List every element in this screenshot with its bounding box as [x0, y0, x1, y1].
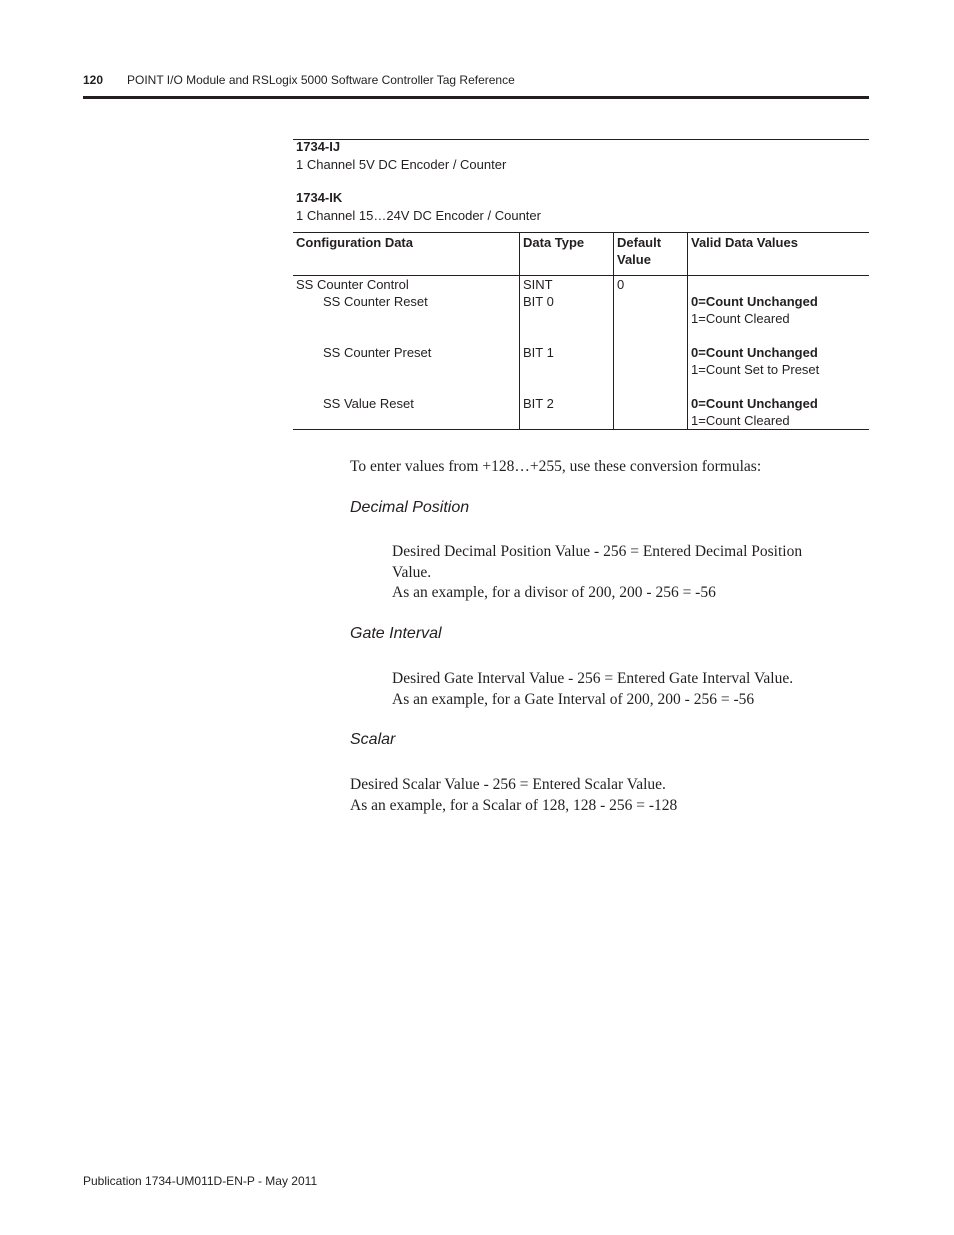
gate-line1: Desired Gate Interval Value - 256 = Entered Gate Interval Value.: [392, 670, 794, 687]
col-header-valid: Valid Data Values: [688, 233, 870, 276]
row-valid-bold-preset: 0=Count Unchanged: [691, 345, 818, 360]
page-number: 120: [83, 73, 104, 87]
col-header-default-line1: Default: [617, 235, 662, 250]
col-header-config: Configuration Data: [293, 233, 520, 276]
parent-default: 0: [617, 277, 625, 292]
header-rule: [83, 96, 869, 99]
row-name-reset: SS Counter Reset: [323, 294, 428, 309]
row-name-preset: SS Counter Preset: [323, 345, 432, 360]
intro-text: To enter values from +128…+255, use these conversion formulas:: [350, 458, 762, 475]
row-valid-other-preset: 1=Count Set to Preset: [691, 362, 820, 377]
cell-config: [293, 276, 520, 430]
scalar-line1: Desired Scalar Value - 256 = Entered Scalar Value.: [350, 776, 666, 793]
publication-footer: Publication 1734-UM011D-EN-P - May 2011: [83, 1174, 318, 1188]
section-body-scalar: [350, 775, 850, 816]
table-bottom: [293, 429, 869, 430]
module-code-ij: 1734-IJ: [296, 139, 341, 154]
row-valid-bold-value-reset: 0=Count Unchanged: [691, 396, 818, 411]
scalar-line2: As an example, for a Scalar of 128, 128 - 256 = -128: [350, 796, 678, 814]
running-title: POINT I/O Module and RSLogix 5000 Software Controller Tag Reference: [127, 73, 515, 87]
parent-type: SINT: [523, 277, 553, 292]
module-desc-ik: 1 Channel 15…24V DC Encoder / Counter: [296, 208, 541, 223]
gate-line2: As an example, for a Gate Interval of 200, 200 - 256 = -56: [392, 690, 755, 708]
table-row: [293, 276, 869, 430]
section-body-decimal: [392, 542, 862, 604]
section-heading-decimal: Decimal Position: [350, 499, 470, 516]
module-rule: [293, 139, 869, 140]
module-code-ik: 1734-IK: [296, 190, 343, 205]
col-header-default: [614, 233, 688, 276]
cell-type: [520, 276, 614, 430]
row-type-reset: BIT 0: [523, 294, 554, 309]
cell-default: [614, 276, 688, 430]
configuration-table: [293, 232, 869, 430]
decimal-line3: As an example, for a divisor of 200, 200 - 256 = -56: [392, 584, 716, 601]
col-header-default-line2: Value: [617, 252, 651, 267]
cell-valid: [688, 276, 870, 430]
row-name-value-reset: SS Value Reset: [323, 396, 414, 411]
decimal-line2: Value.: [392, 563, 432, 581]
row-valid-bold-reset: 0=Count Unchanged: [691, 294, 818, 309]
col-header-type: Data Type: [520, 233, 614, 276]
section-heading-gate: Gate Interval: [350, 625, 442, 642]
decimal-line1: Desired Decimal Position Value - 256 = Entered Decimal Position: [392, 543, 803, 560]
module-desc-ij: 1 Channel 5V DC Encoder / Counter: [296, 157, 507, 172]
section-heading-scalar: Scalar: [350, 731, 396, 748]
row-type-preset: BIT 1: [523, 345, 554, 360]
row-valid-other-value-reset: 1=Count Cleared: [691, 413, 790, 428]
section-body-gate: [392, 669, 862, 710]
parent-name: SS Counter Control: [296, 277, 409, 292]
row-valid-other-reset: 1=Count Cleared: [691, 311, 790, 326]
table-header-row: [293, 233, 869, 276]
row-type-value-reset: BIT 2: [523, 396, 554, 411]
